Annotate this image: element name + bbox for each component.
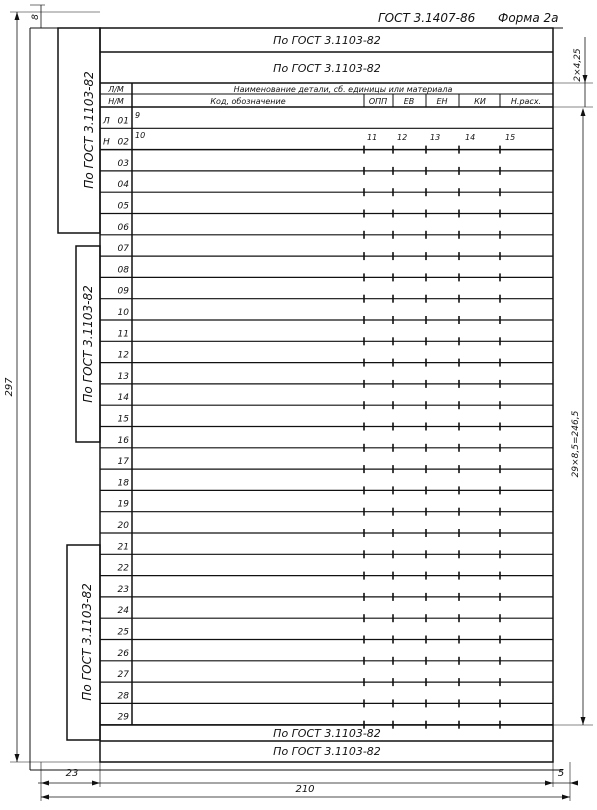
row-number: 07 <box>117 244 129 255</box>
row-number: 15 <box>117 414 129 425</box>
bottom-block-1: По ГОСТ 3.1103-82 <box>273 727 381 740</box>
header-opp: ОПП <box>368 97 388 106</box>
field-number-9: 9 <box>135 111 141 120</box>
header-code: Код, обозначение <box>210 97 286 106</box>
dim-297: 297 <box>4 377 15 397</box>
dim-210-arrow-left <box>41 795 49 800</box>
dim-23-arrow-right <box>92 781 100 786</box>
row-number: 19 <box>117 499 129 510</box>
form-label: Форма 2а <box>498 11 559 25</box>
dim-29x85: 29×8,5=246,5 <box>571 410 581 478</box>
row-number: 06 <box>117 222 129 233</box>
main-frame <box>100 28 553 762</box>
row-number: 02 <box>117 137 129 148</box>
row-number: 24 <box>117 606 129 617</box>
row-number: 20 <box>117 521 129 531</box>
row-number: 21 <box>117 542 129 553</box>
table-rows <box>100 116 553 728</box>
side-stamp-2-text: По ГОСТ 3.1103-82 <box>81 285 95 403</box>
dim-5: 5 <box>557 768 565 779</box>
row-number: 16 <box>117 435 129 446</box>
dim-2x425: 2×4,25 <box>573 48 583 82</box>
row-number: 08 <box>117 265 129 276</box>
field-number-14: 14 <box>465 133 476 142</box>
header-ev: ЕВ <box>403 97 415 106</box>
row-number: 12 <box>117 350 129 361</box>
row-prefix: Л <box>103 116 110 127</box>
dim-5-arrow-right <box>570 781 578 786</box>
dim-210-arrow-right <box>562 795 570 800</box>
dim-8: 8 <box>31 14 41 20</box>
field-number-13: 13 <box>430 133 441 142</box>
dim-topright-arrow <box>583 75 588 83</box>
dim-left-arrow-top <box>15 12 20 20</box>
header-lm: Л/М <box>108 85 124 94</box>
row-number: 25 <box>117 627 129 638</box>
dim-right-arrow-bottom <box>581 717 586 725</box>
row-number: 10 <box>117 308 129 318</box>
row-number: 27 <box>117 670 129 681</box>
side-stamp-1-text: По ГОСТ 3.1103-82 <box>82 71 96 189</box>
row-number: 28 <box>117 691 129 702</box>
field-number-12: 12 <box>397 133 408 142</box>
gost-number: ГОСТ 3.1407-86 <box>378 11 476 25</box>
header-en: ЕН <box>436 97 448 106</box>
dim-23-arrow-left <box>41 781 49 786</box>
row-number: 14 <box>117 393 129 404</box>
dim-5-arrow-left <box>545 781 553 786</box>
row-number: 05 <box>117 201 129 212</box>
top-block-1: По ГОСТ 3.1103-82 <box>273 34 381 47</box>
row-number: 22 <box>117 563 129 574</box>
bottom-block-2: По ГОСТ 3.1103-82 <box>273 745 381 758</box>
row-number: 13 <box>117 371 129 382</box>
row-number: 17 <box>117 457 129 468</box>
dim-23: 23 <box>65 768 79 779</box>
header-ki: КИ <box>474 97 486 106</box>
row-prefix: Н <box>103 137 110 148</box>
dim-right-arrow-top <box>581 108 586 116</box>
row-number: 23 <box>117 584 129 595</box>
field-number-10: 10 <box>135 131 146 140</box>
header-name: Наименование детали, сб. единицы или материала <box>233 85 453 94</box>
row-number: 03 <box>117 158 129 169</box>
row-number: 04 <box>117 180 129 191</box>
header-nrash: Н.расх. <box>510 97 542 106</box>
field-number-11: 11 <box>367 133 378 142</box>
field-number-15: 15 <box>505 133 516 142</box>
dim-210: 210 <box>295 784 315 795</box>
top-block-2: По ГОСТ 3.1103-82 <box>273 62 381 75</box>
dim-left-arrow-bottom <box>15 754 20 762</box>
header-nm: Н/М <box>108 97 124 106</box>
row-number: 18 <box>117 478 129 489</box>
row-number: 29 <box>117 712 129 723</box>
side-stamp-3-text: По ГОСТ 3.1103-82 <box>80 583 94 701</box>
row-number: 11 <box>117 329 129 340</box>
row-number: 09 <box>117 286 129 297</box>
row-number: 26 <box>117 648 129 659</box>
row-number: 01 <box>117 116 129 127</box>
